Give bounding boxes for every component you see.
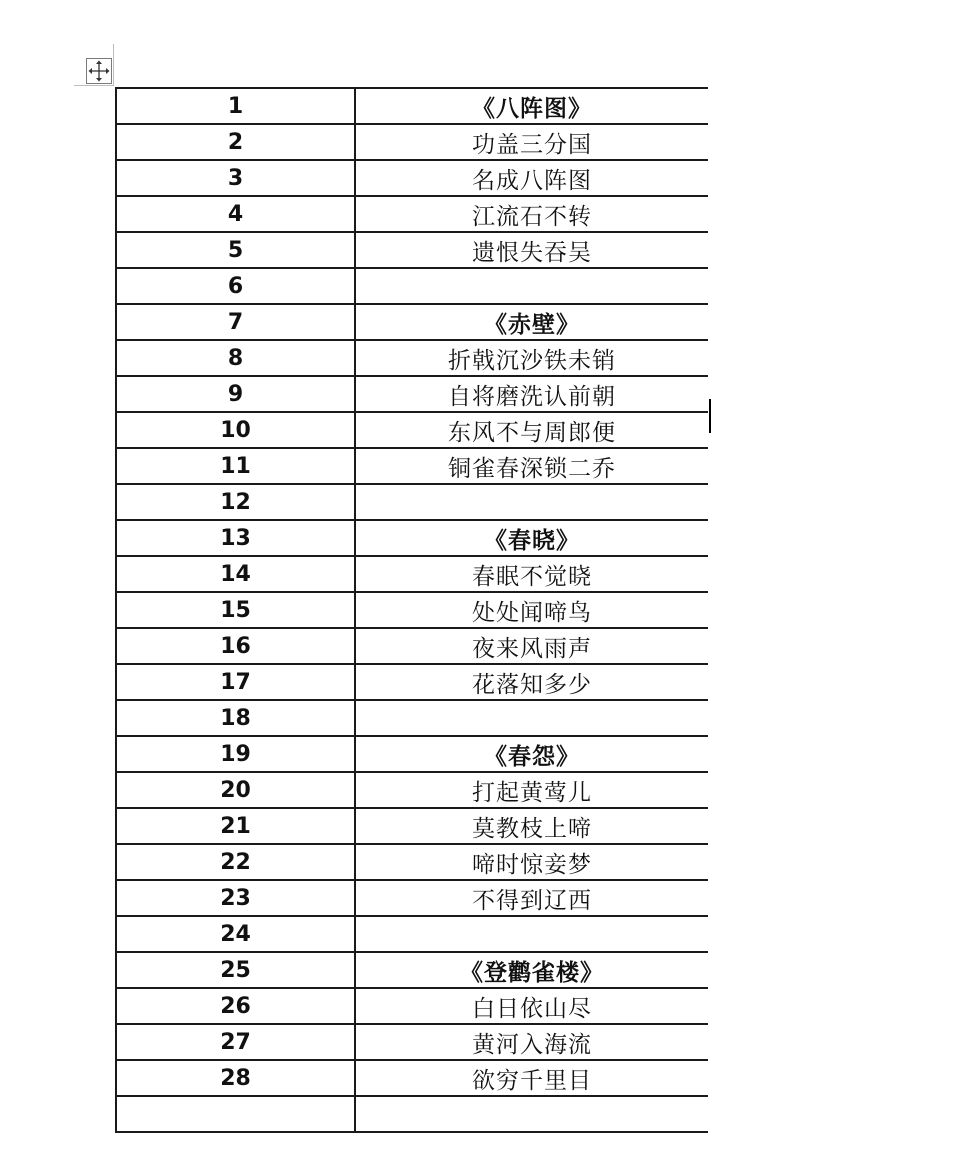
poem-line-cell[interactable]: 处处闻啼鸟 bbox=[355, 592, 708, 628]
row-number-cell[interactable]: 18 bbox=[116, 700, 355, 736]
poem-line-cell[interactable]: 东风不与周郎便 bbox=[355, 412, 708, 448]
poem-line-cell[interactable]: 遗恨失吞吴 bbox=[355, 232, 708, 268]
row-number-cell[interactable]: 12 bbox=[116, 484, 355, 520]
table-row bbox=[116, 700, 708, 736]
row-number-cell[interactable]: 5 bbox=[116, 232, 355, 268]
table-row bbox=[116, 988, 708, 1024]
table-row bbox=[116, 268, 708, 304]
poem-line-cell[interactable]: 春眠不觉晓 bbox=[355, 556, 708, 592]
poem-line-cell[interactable]: 江流石不转 bbox=[355, 196, 708, 232]
table-row bbox=[116, 808, 708, 844]
row-number-cell[interactable]: 8 bbox=[116, 340, 355, 376]
row-number-cell[interactable]: 7 bbox=[116, 304, 355, 340]
row-number-cell[interactable]: 26 bbox=[116, 988, 355, 1024]
table-row bbox=[116, 304, 708, 340]
table-row bbox=[116, 736, 708, 772]
poem-title-cell[interactable]: 《登鹳雀楼》 bbox=[355, 952, 708, 988]
row-number-cell[interactable]: 3 bbox=[116, 160, 355, 196]
page-margin-corner-vertical bbox=[113, 44, 114, 86]
row-number-cell[interactable]: 11 bbox=[116, 448, 355, 484]
row-number-cell[interactable]: 10 bbox=[116, 412, 355, 448]
poem-line-cell[interactable]: 自将磨洗认前朝 bbox=[355, 376, 708, 412]
table-row bbox=[116, 592, 708, 628]
table-row bbox=[116, 160, 708, 196]
row-number-cell[interactable]: 25 bbox=[116, 952, 355, 988]
table-row bbox=[116, 124, 708, 160]
poem-line-cell[interactable]: 啼时惊妾梦 bbox=[355, 844, 708, 880]
row-number-cell[interactable]: 9 bbox=[116, 376, 355, 412]
table-row bbox=[116, 196, 708, 232]
poem-line-cell[interactable] bbox=[355, 916, 708, 952]
table-row bbox=[116, 88, 708, 124]
row-number-cell[interactable] bbox=[116, 1096, 355, 1132]
table-row bbox=[116, 880, 708, 916]
row-number-cell[interactable]: 27 bbox=[116, 1024, 355, 1060]
table-row bbox=[116, 772, 708, 808]
row-number-cell[interactable]: 1 bbox=[116, 88, 355, 124]
row-number-cell[interactable]: 24 bbox=[116, 916, 355, 952]
poem-title-cell[interactable]: 《春晓》 bbox=[355, 520, 708, 556]
poem-line-cell[interactable] bbox=[355, 700, 708, 736]
poem-line-cell[interactable]: 黄河入海流 bbox=[355, 1024, 708, 1060]
row-number-cell[interactable]: 21 bbox=[116, 808, 355, 844]
row-number-cell[interactable]: 13 bbox=[116, 520, 355, 556]
poem-line-cell[interactable]: 名成八阵图 bbox=[355, 160, 708, 196]
poem-line-cell[interactable]: 欲穷千里目 bbox=[355, 1060, 708, 1096]
poem-line-cell[interactable]: 折戟沉沙铁未销 bbox=[355, 340, 708, 376]
poem-line-cell[interactable]: 铜雀春深锁二乔 bbox=[355, 448, 708, 484]
row-number-cell[interactable]: 6 bbox=[116, 268, 355, 304]
table-row bbox=[116, 628, 708, 664]
row-number-cell[interactable]: 16 bbox=[116, 628, 355, 664]
table-move-handle-icon[interactable] bbox=[86, 58, 112, 84]
row-number-cell[interactable]: 15 bbox=[116, 592, 355, 628]
row-number-cell[interactable]: 19 bbox=[116, 736, 355, 772]
table-row bbox=[116, 1060, 708, 1096]
table-row bbox=[116, 1096, 708, 1132]
poem-line-cell[interactable]: 不得到辽西 bbox=[355, 880, 708, 916]
table-row bbox=[116, 952, 708, 988]
row-number-cell[interactable]: 2 bbox=[116, 124, 355, 160]
table-row bbox=[116, 520, 708, 556]
poem-table-container bbox=[115, 87, 708, 1174]
four-arrows-move-icon bbox=[87, 59, 111, 83]
text-insertion-cursor bbox=[709, 399, 711, 433]
table-row bbox=[116, 340, 708, 376]
poem-table-body bbox=[116, 88, 708, 1132]
table-row bbox=[116, 448, 708, 484]
poem-line-cell[interactable] bbox=[355, 484, 708, 520]
poem-line-cell[interactable]: 打起黄莺儿 bbox=[355, 772, 708, 808]
row-number-cell[interactable]: 22 bbox=[116, 844, 355, 880]
poem-line-cell[interactable]: 白日依山尽 bbox=[355, 988, 708, 1024]
table-row bbox=[116, 232, 708, 268]
table-row bbox=[116, 484, 708, 520]
table-row bbox=[116, 664, 708, 700]
poem-line-cell[interactable]: 夜来风雨声 bbox=[355, 628, 708, 664]
row-number-cell[interactable]: 23 bbox=[116, 880, 355, 916]
poem-line-cell[interactable]: 花落知多少 bbox=[355, 664, 708, 700]
poem-line-cell[interactable] bbox=[355, 1096, 708, 1132]
poem-line-cell[interactable]: 莫教枝上啼 bbox=[355, 808, 708, 844]
poem-title-cell[interactable]: 《春怨》 bbox=[355, 736, 708, 772]
row-number-cell[interactable]: 4 bbox=[116, 196, 355, 232]
poem-line-cell[interactable]: 功盖三分国 bbox=[355, 124, 708, 160]
poem-line-cell[interactable] bbox=[355, 268, 708, 304]
poem-table bbox=[115, 87, 708, 1133]
table-row bbox=[116, 1024, 708, 1060]
row-number-cell[interactable]: 14 bbox=[116, 556, 355, 592]
table-row bbox=[116, 376, 708, 412]
row-number-cell[interactable]: 28 bbox=[116, 1060, 355, 1096]
row-number-cell[interactable]: 20 bbox=[116, 772, 355, 808]
poem-title-cell[interactable]: 《赤壁》 bbox=[355, 304, 708, 340]
table-row bbox=[116, 412, 708, 448]
table-row bbox=[116, 556, 708, 592]
row-number-cell[interactable]: 17 bbox=[116, 664, 355, 700]
table-row bbox=[116, 916, 708, 952]
table-row bbox=[116, 844, 708, 880]
poem-title-cell[interactable]: 《八阵图》 bbox=[355, 88, 708, 124]
page-margin-corner-horizontal bbox=[74, 85, 114, 86]
